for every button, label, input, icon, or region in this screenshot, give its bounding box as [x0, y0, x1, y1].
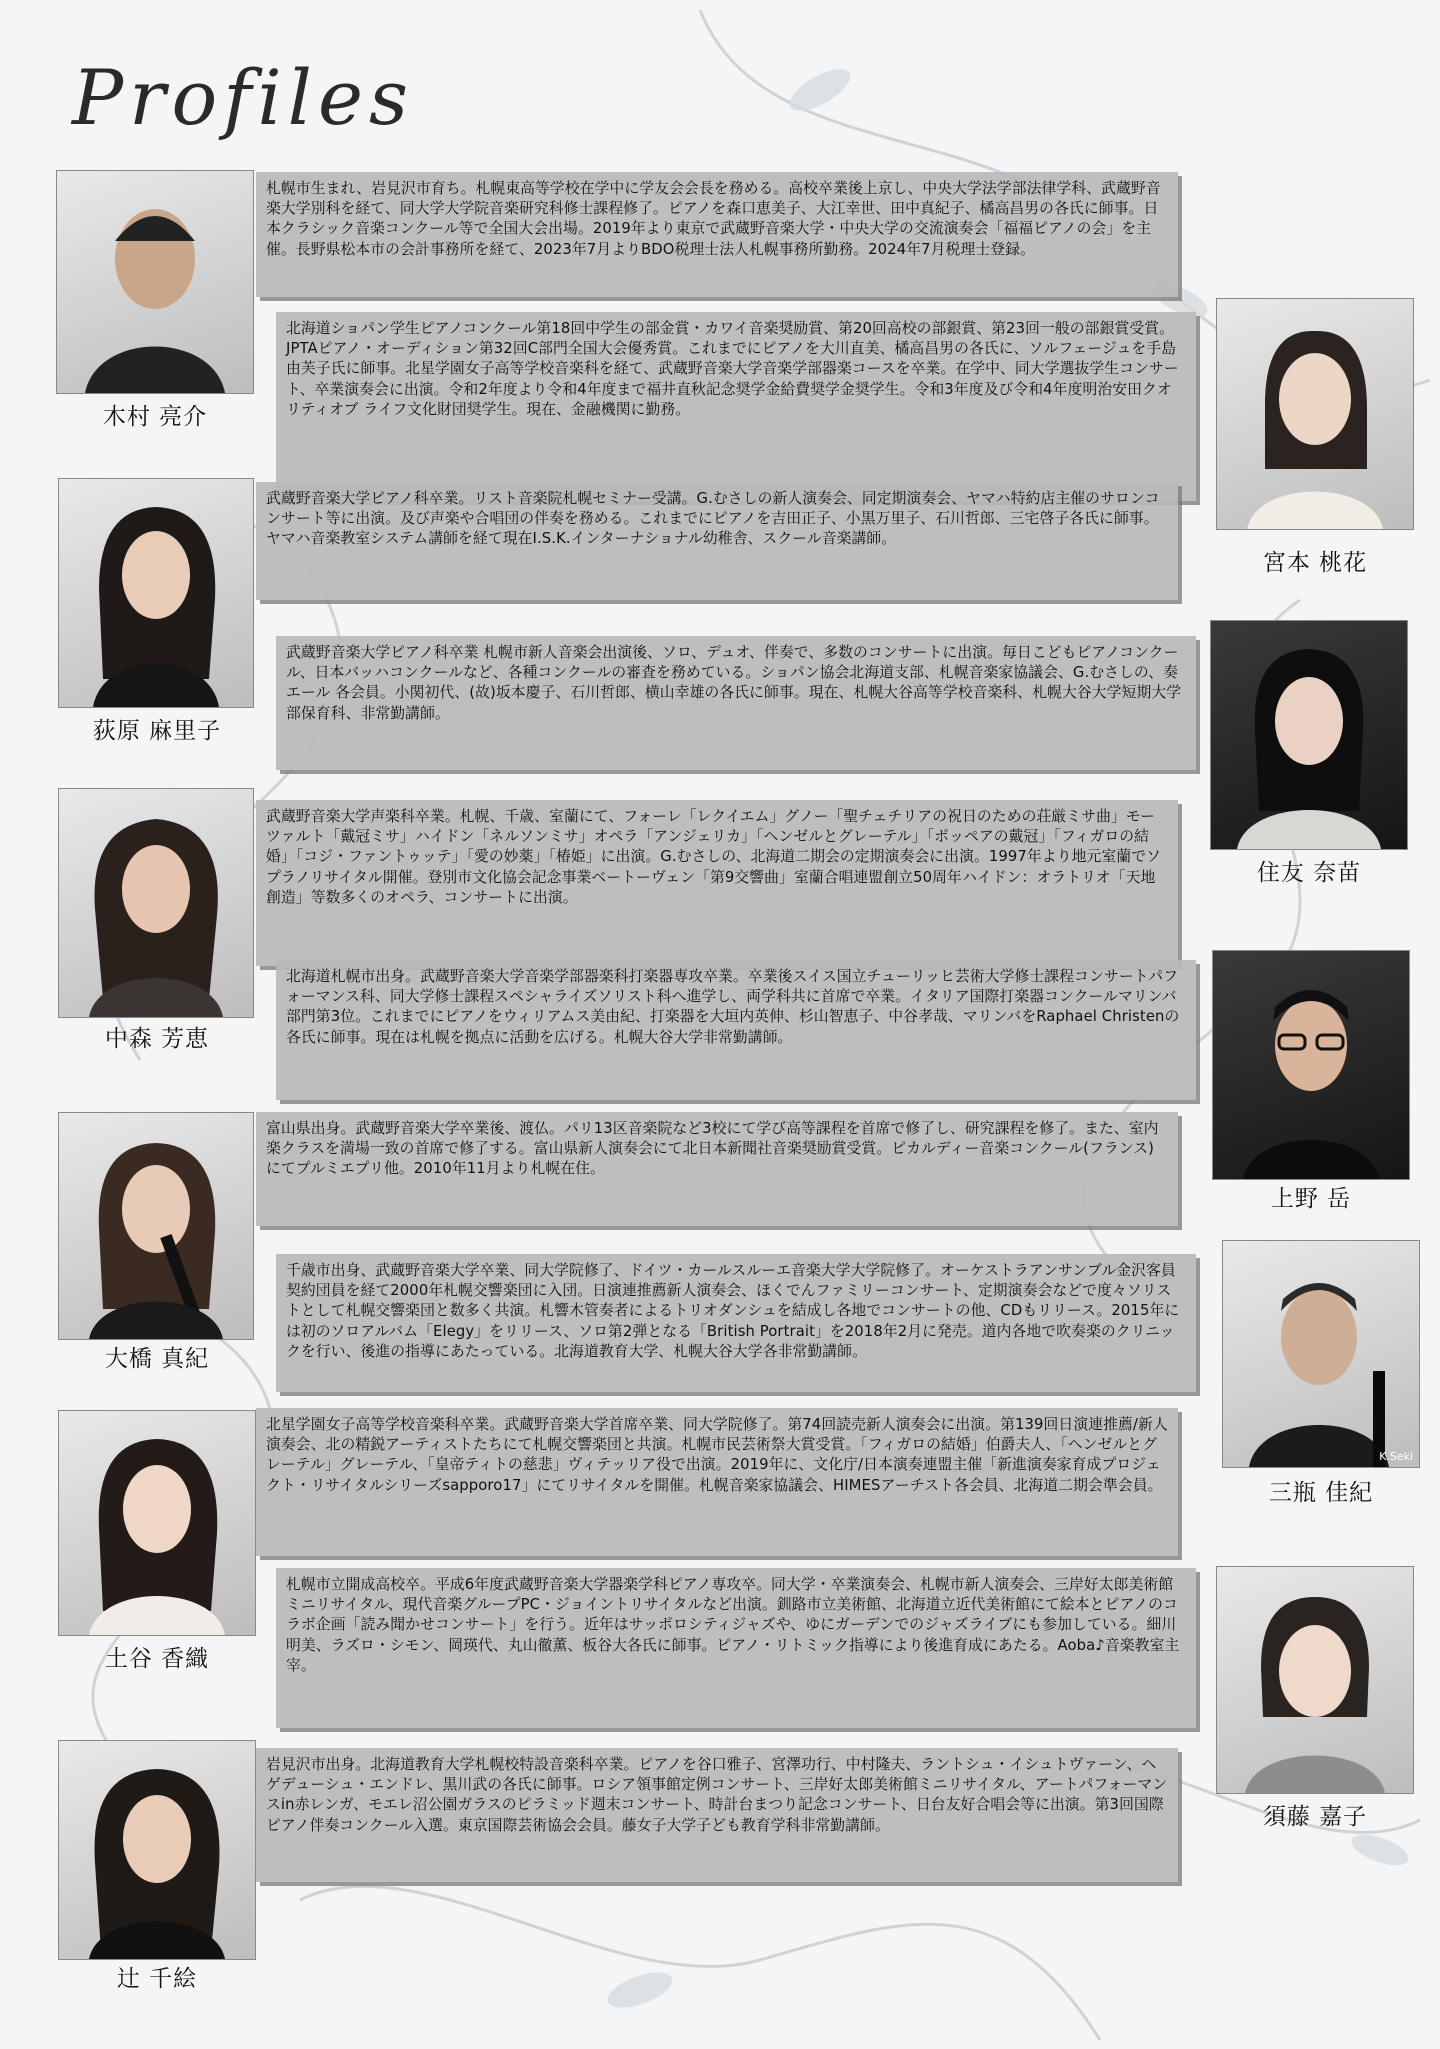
profile-bio: 札幌市生まれ、岩見沢市育ち。札幌東高等学校在学中に学友会会長を務める。高校卒業後上京し、中央大学法学部法律学科、武蔵野音楽大学別科を経て、同大学大学院音楽研究科修士課程修了。ピアノを森口恵美子、大江幸世、田中真紀子、橘高昌男の各氏に師事。日本クラシック音楽コンクール等で全国大会出場。2019年より東京で武蔵野音楽大学・中央大学の交流演奏会「福福ピアノの会」を主催。長野県松本市の会計事務所を経て、2023年7月よりBDO税理士法人札幌事務所勤務。2024年7月税理士登録。 [256, 172, 1178, 297]
profile-photo [1210, 620, 1408, 850]
profile-photo [1216, 1566, 1414, 1794]
profile-name: 大橋 真紀 [104, 1346, 210, 1372]
profile-photo [1212, 950, 1410, 1180]
profile-bio: 武蔵野音楽大学声楽科卒業。札幌、千歳、室蘭にて、フォーレ「レクイエム」グノー「聖チェチリアの祝日のための荘厳ミサ曲」モーツァルト「戴冠ミサ」ハイドン「ネルソンミサ」オペラ「アンジェリカ」「ヘンゼルとグレーテル」「ポッペアの戴冠」「フィガロの結婚」「コジ・ファントゥッテ」「愛の妙薬」「椿姫」に出演。G.むさしの、北海道二期会の定期演奏会に出演。1997年より地元室蘭でソプラノリサイタル開催。登別市文化協会記念事業ベートーヴェン「第9交響曲」室蘭合唱連盟創立50周年ハイドン：オラトリオ「天地創造」等数多くのオペラ、コンサートに出演。 [256, 800, 1178, 966]
profile-bio: 札幌市立開成高校卒。平成6年度武蔵野音楽大学器楽学科ピアノ専攻卒。同大学・卒業演奏会、札幌市新人演奏会、三岸好太郎美術館ミニリサイタル、現代音楽グループPC・ジョイントリサイタルなど出演。釧路市立美術館、北海道立近代美術館にて絵本とピアノのコラボ企画「読み聞かせコンサート」を行う。近年はサッポロシティジャズや、ゆにガーデンでのジャズライブにも参加している。細川明美、ラズロ・シモン、岡瑛代、丸山徹薫、板谷大各氏に師事。ピアノ・リトミック指導により後進育成にあたる。Aoba♪音楽教室主宰。 [276, 1568, 1196, 1728]
profile-name: 辻 千絵 [116, 1966, 198, 1992]
profile-bio: 千歳市出身、武蔵野音楽大学卒業、同大学院修了、ドイツ・カールスルーエ音楽大学大学院修了。オーケストラアンサンブル金沢客員契約団員を経て2000年札幌交響楽団に入団。日演連推薦新人演奏会、ほくでんファミリーコンサート、定期演奏会などで度々ソリストとして札幌交響楽団と数多く共演。札響木管奏者によるトリオダンシュを結成し各地でコンサートの他、CDもリリース。2015年には初のソロアルバム「Elegy」をリリース、ソロ第2弾となる「British Portrait」を2018年2月に発売。道内各地で吹奏楽のクリニックを行い、後進の指導にあたっている。北海道教育大学、札幌大谷大学各非常勤講師。 [276, 1254, 1196, 1392]
profile-bio: 北海道札幌市出身。武蔵野音楽大学音楽学部器楽科打楽器専攻卒業。卒業後スイス国立チューリッヒ芸術大学修士課程コンサートパフォーマンス科、同大学修士課程スペシャライズソリスト科へ進学し、両学科共に首席で卒業。イタリア国際打楽器コンクールマリンバ部門第3位。これまでにピアノをウィリアムス美由紀、打楽器を大垣内英伸、杉山智恵子、中谷孝哉、マリンバをRaphael Christenの各氏に師事。現在は札幌を拠点に活動を広げる。札幌大谷大学非常勤講師。 [276, 960, 1196, 1100]
profile-name: 住友 奈苗 [1256, 860, 1362, 886]
profile-photo [1222, 1240, 1420, 1468]
profile-name: 木村 亮介 [102, 404, 208, 430]
photo-credit: K.Seki [1379, 1450, 1413, 1463]
profile-name: 三瓶 佳紀 [1268, 1480, 1374, 1506]
page-heading: Profiles [72, 53, 414, 142]
profile-photo [58, 1410, 256, 1636]
profile-name: 須藤 嘉子 [1262, 1804, 1368, 1830]
profile-photo [58, 1112, 254, 1340]
profile-photo [1216, 298, 1414, 530]
profile-photo [58, 1740, 256, 1960]
profile-photo [56, 170, 254, 394]
profile-bio: 岩見沢市出身。北海道教育大学札幌校特設音楽科卒業。ピアノを谷口雅子、宮澤功行、中村隆夫、ラントシュ・イシュトヴァーン、ヘゲデューシュ・エンドレ、黒川武の各氏に師事。ロシア領事館定例コンサート、三岸好太郎美術館ミニリサイタル、アートパフォーマンスin赤レンガ、モエレ沼公園ガラスのピラミッド週末コンサート、時計台まつり記念コンサート、日台友好合唱会等に出演。第3回国際ピアノ伴奏コンクール入選。東京国際芸術協会会員。藤女子大学子ども教育学科非常勤講師。 [256, 1748, 1178, 1882]
profile-name: 荻原 麻里子 [92, 718, 222, 744]
profile-name: 土谷 香織 [104, 1646, 210, 1672]
profile-photo [58, 478, 254, 708]
profile-name: 中森 芳恵 [104, 1026, 210, 1052]
profile-name: 宮本 桃花 [1262, 550, 1368, 576]
profile-bio: 北星学園女子高等学校音楽科卒業。武蔵野音楽大学首席卒業、同大学院修了。第74回読売新人演奏会に出演。第139回日演連推薦/新人演奏会、北の精鋭アーティストたちにて札幌交響楽団と共演。札幌市民芸術祭大賞受賞。「フィガロの結婚」伯爵夫人、「ヘンゼルとグレーテル」グレーテル、「皇帝ティトの慈悲」ヴィテッリア役で出演。2019年に、文化庁/日本演奏連盟主催「新進演奏家育成プロジェクト・リサイタルシリーズsapporo17」にてリサイタルを開催。札幌音楽家協議会、HIMESアーチスト各会員、北海道二期会準会員。 [256, 1408, 1178, 1556]
profile-bio: 武蔵野音楽大学ピアノ科卒業。リスト音楽院札幌セミナー受講。G.むさしの新人演奏会、同定期演奏会、ヤマハ特約店主催のサロンコンサート等に出演。及び声楽や合唱団の伴奏を務める。これまでにピアノを吉田正子、小黒万里子、石川哲郎、三宅啓子各氏に師事。ヤマハ音楽教室システム講師を経て現在I.S.K.インターナショナル幼稚舎、スクール音楽講師。 [256, 482, 1178, 600]
profile-name: 上野 岳 [1270, 1186, 1352, 1212]
profile-photo [58, 788, 254, 1018]
profile-bio: 富山県出身。武蔵野音楽大学卒業後、渡仏。パリ13区音楽院など3校にて学び高等課程を首席で修了し、研究課程を修了。また、室内楽クラスを満場一致の首席で修了する。富山県新人演奏会にて北日本新聞社音楽奨励賞受賞。ピカルディー音楽コンクール(フランス)にてプルミエプリ他。2010年11月より札幌在住。 [256, 1112, 1178, 1226]
profile-bio: 武蔵野音楽大学ピアノ科卒業 札幌市新人音楽会出演後、ソロ、デュオ、伴奏で、多数のコンサートに出演。毎日こどもピアノコンクール、日本バッハコンクールなど、各種コンクールの審査を務めている。ショパン協会北海道支部、札幌音楽家協議会、G.むさしの、奏エール 各会員。小関初代、(故)坂本慶子、石川哲郎、横山幸雄の各氏に師事。現在、札幌大谷高等学校音楽科、札幌大谷大学短期大学部保育科、非常勤講師。 [276, 636, 1196, 770]
profile-bio: 北海道ショパン学生ピアノコンクール第18回中学生の部金賞・カワイ音楽奨励賞、第20回高校の部銀賞、第23回一般の部銀賞受賞。JPTAピアノ・オーディション第32回C部門全国大会優秀賞。これまでにピアノを大川直美、橘高昌男の各氏に、ソルフェージュを手島由芙子氏に師事。北星学園女子高等学校音楽科を経て、武蔵野音楽大学音楽学部器楽コースを卒業。在学中、同大学選抜学生コンサート、卒業演奏会に出演。令和2年度より令和4年度まで福井直秋記念奨学金給費奨学金奨学生。令和3年度及び令和4年度明治安田クオリティオブ ライフ文化財団奨学生。現在、金融機関に勤務。 [276, 312, 1196, 501]
